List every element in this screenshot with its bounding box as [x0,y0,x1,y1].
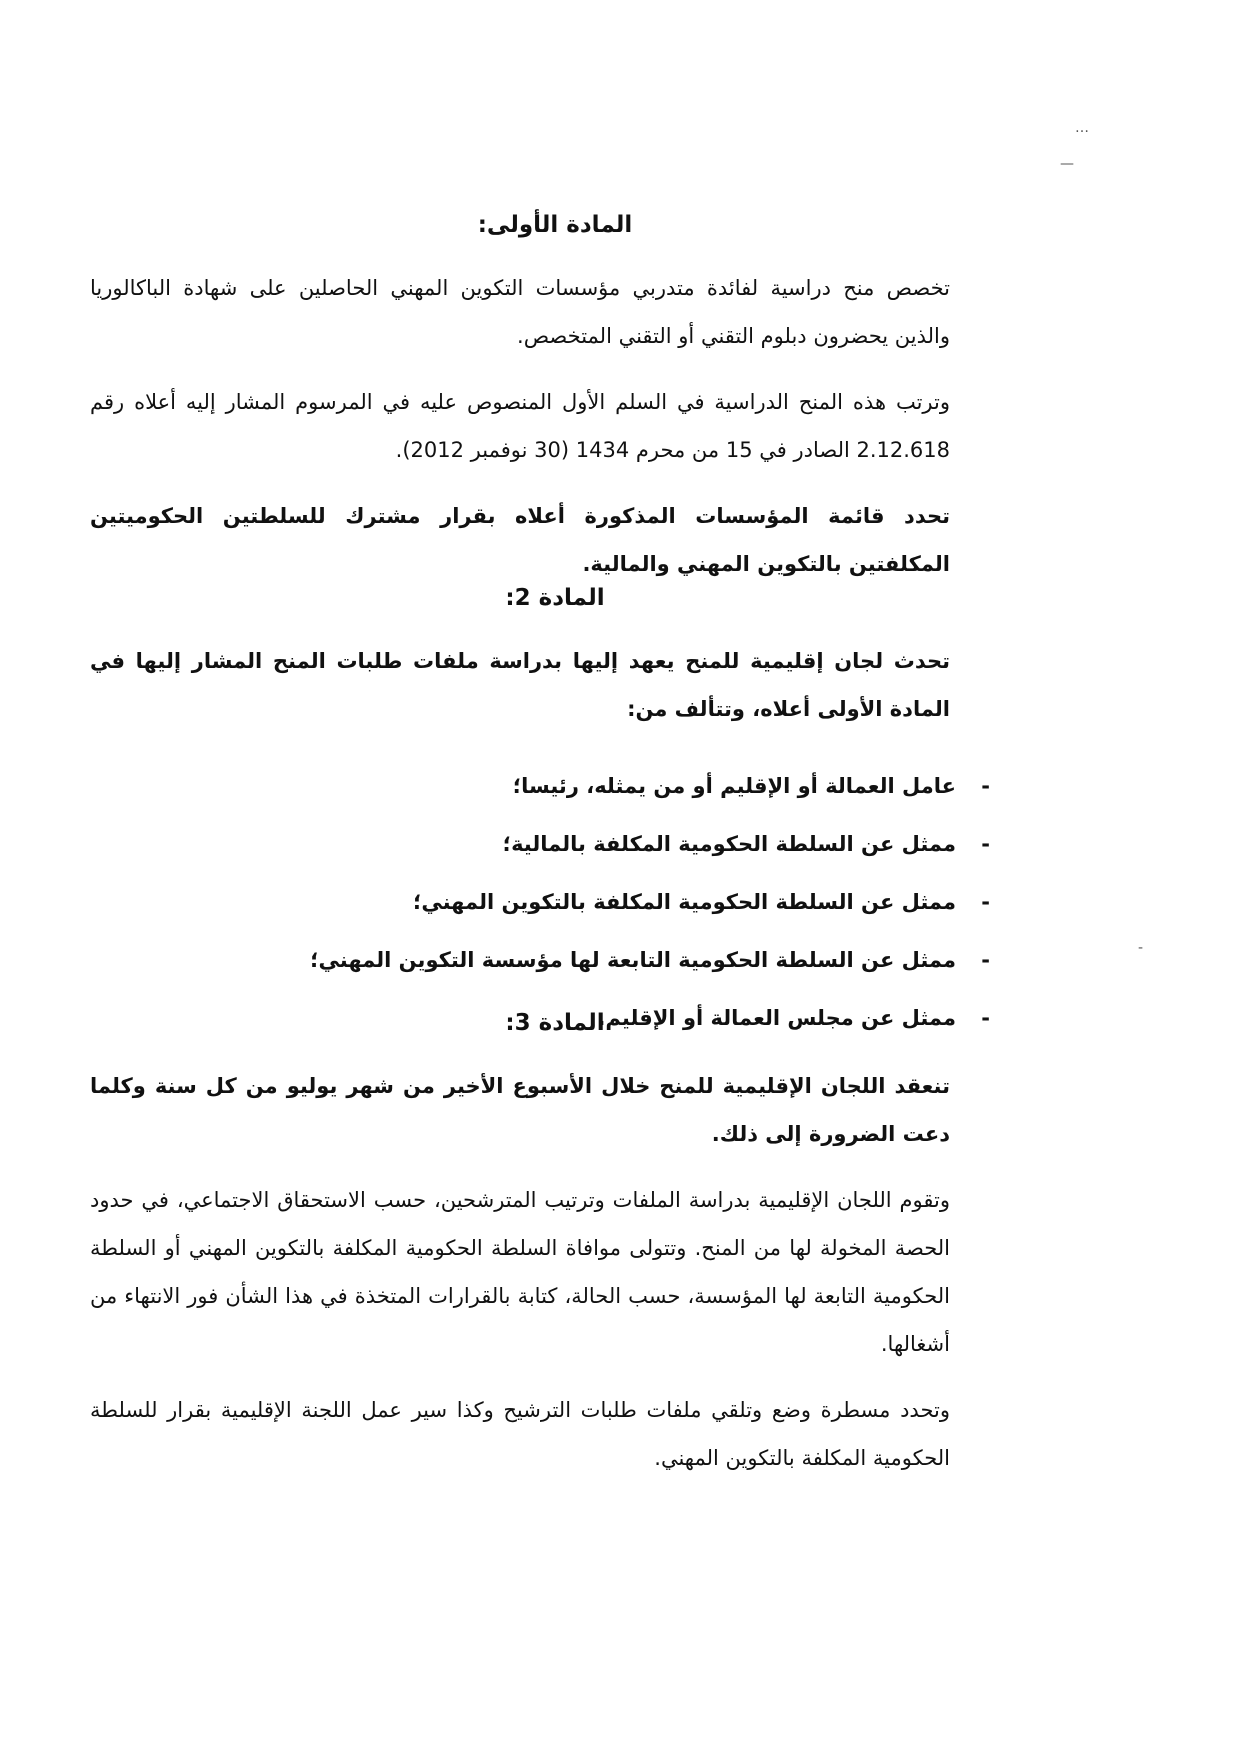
list-item-text: ممثل عن مجلس العمالة أو الإقليم. [597,1006,956,1030]
list-bullet: - [981,774,990,798]
article-1 [90,212,1020,606]
committee-members-list [90,757,1020,1047]
list-item-text: عامل العمالة أو الإقليم أو من يمثله، رئيسا؛ [512,774,956,798]
article-1-paragraph: تحدد قائمة المؤسسات المذكورة أعلاه بقرار مشترك للسلطتين الحكوميتين المكلفتين بالتكوين المهني والمالية. [90,504,950,576]
scan-mark: — [1060,156,1074,172]
list-item [90,931,990,989]
list-item-text: ممثل عن السلطة الحكومية المكلفة بالتكوين المهني؛ [412,890,956,914]
list-item-text: ممثل عن السلطة الحكومية التابعة لها مؤسسة التكوين المهني؛ [310,948,956,972]
article-2-heading: المادة 2: [505,585,605,611]
article-2 [90,585,1020,1047]
article-1-paragraph: تخصص منح دراسية لفائدة متدربي مؤسسات التكوين المهني الحاصلين على شهادة الباكالوريا والذين يحضرون دبلوم التقني أو التقني المتخصص. [90,276,950,348]
list-bullet: - [981,890,990,914]
scan-mark: … [1075,120,1089,136]
article-3-heading: المادة 3: [505,1010,605,1036]
list-item [90,873,990,931]
list-bullet: - [981,1006,990,1030]
article-1-paragraph: وترتب هذه المنح الدراسية في السلم الأول المنصوص عليه في المرسوم المشار إليه أعلاه رقم 2.12.618 الصادر في 15 من محرم 1434 (30 نوفمبر 2012). [90,390,950,462]
list-item [90,757,990,815]
article-3-paragraph: وتحدد مسطرة وضع وتلقي ملفات طلبات الترشيح وكذا سير عمل اللجنة الإقليمية بقرار للسلطة الحكومية المكلفة بالتكوين المهني. [90,1398,950,1470]
list-item [90,815,990,873]
article-3-paragraph: تنعقد اللجان الإقليمية للمنح خلال الأسبوع الأخير من شهر يوليو من كل سنة وكلما دعت الضرورة إلى ذلك. [90,1074,950,1146]
scan-mark: - [1138,940,1144,956]
article-3 [90,1010,1020,1500]
article-1-heading: المادة الأولى: [477,212,633,238]
list-bullet: - [981,948,990,972]
article-3-paragraph: وتقوم اللجان الإقليمية بدراسة الملفات وترتيب المترشحين، حسب الاستحقاق الاجتماعي، في حدود الحصة المخولة لها من المنح. وتتولى موافاة السلطة الحكومية المكلفة بالتكوين المهني أو السلطة الحكومية التابعة لها المؤسسة، حسب الحالة، كتابة بالقرارات المتخذة في هذا الشأن فور الانتهاء من أشغالها. [90,1188,950,1356]
article-2-paragraph: تحدث لجان إقليمية للمنح يعهد إليها بدراسة ملفات طلبات المنح المشار إليها في المادة الأولى أعلاه، وتتألف من: [90,649,950,721]
list-item-text: ممثل عن السلطة الحكومية المكلفة بالمالية؛ [502,832,956,856]
list-bullet: - [981,832,990,856]
